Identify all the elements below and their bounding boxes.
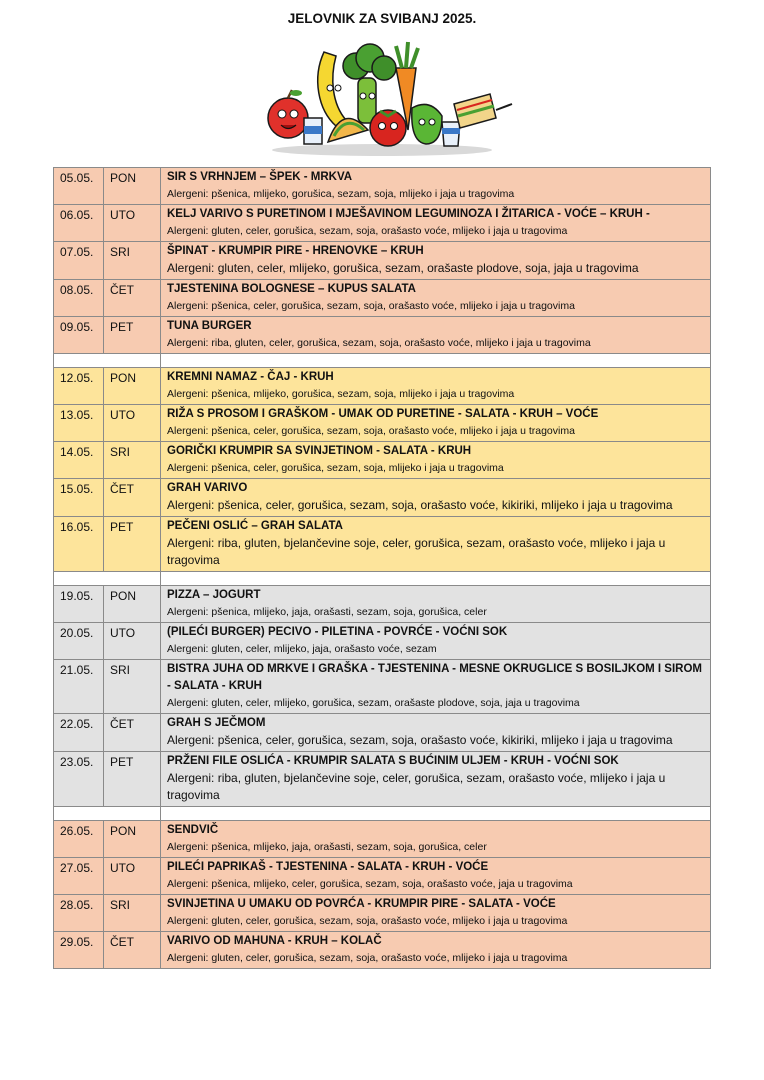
dish-text: (PILEĆI BURGER) PECIVO - PILETINA - POVRĆE - VOĆNI SOK bbox=[167, 626, 508, 638]
dish-text: VARIVO OD MAHUNA - KRUH – KOLAČ bbox=[167, 935, 382, 947]
date-cell: 28.05. bbox=[54, 895, 104, 932]
weekday-cell: SRI bbox=[104, 895, 161, 932]
menu-day-row bbox=[54, 242, 711, 280]
date-cell: 13.05. bbox=[54, 405, 104, 442]
weekday-cell: ČET bbox=[104, 479, 161, 517]
weekday-cell: ČET bbox=[104, 280, 161, 317]
allergens-text: Alergeni: gluten, celer, gorušica, sezam, soja, orašasto voće, mlijeko i jaja u tragovima bbox=[167, 952, 568, 964]
allergens-text: Alergeni: riba, gluten, bjelančevine soje, celer, gorušica, sezam, orašasto voće, mlijeko i jaja u tragovima bbox=[167, 771, 666, 802]
menu-day-row bbox=[54, 317, 711, 354]
green-pepper-icon bbox=[412, 104, 442, 144]
weekday-cell: UTO bbox=[104, 205, 161, 242]
date-cell: 22.05. bbox=[54, 714, 104, 752]
allergens-text: Alergeni: riba, gluten, bjelančevine soje, celer, gorušica, sezam, orašasto voće, mlijeko i jaja u tragovima bbox=[167, 536, 666, 567]
menu-day-row bbox=[54, 623, 711, 660]
weekday-cell: PON bbox=[104, 586, 161, 623]
weekday-cell: UTO bbox=[104, 405, 161, 442]
allergens-text: Alergeni: pšenica, celer, gorušica, sezam, soja, orašasto voće, mlijeko i jaja u tragovima bbox=[167, 300, 575, 312]
date-cell: 09.05. bbox=[54, 317, 104, 354]
menu-day-row bbox=[54, 479, 711, 517]
date-cell: 20.05. bbox=[54, 623, 104, 660]
allergens-text: Alergeni: pšenica, mlijeko, gorušica, sezam, soja, mlijeko i jaja u tragovima bbox=[167, 188, 515, 200]
weekday-cell: UTO bbox=[104, 623, 161, 660]
allergens-text: Alergeni: pšenica, celer, gorušica, sezam, soja, mlijeko i jaja u tragovima bbox=[167, 462, 504, 474]
banana-icon bbox=[318, 52, 346, 126]
menu-day-row bbox=[54, 168, 711, 205]
allergens-text: Alergeni: gluten, celer, mlijeko, jaja, orašasto voće, sezam bbox=[167, 643, 437, 655]
dish-text: KREMNI NAMAZ - ČAJ - KRUH bbox=[167, 371, 334, 383]
weekday-cell: SRI bbox=[104, 442, 161, 479]
menu-day-row bbox=[54, 660, 711, 714]
meal-cell bbox=[161, 858, 711, 895]
page-title: JELOVNIK ZA SVIBANJ 2025. bbox=[287, 11, 477, 26]
milk-carton-icon bbox=[304, 118, 322, 144]
date-cell: 06.05. bbox=[54, 205, 104, 242]
meal-cell bbox=[161, 368, 711, 405]
weekday-cell: ČET bbox=[104, 932, 161, 969]
dish-text: GRAH S JEČMOM bbox=[167, 717, 266, 729]
dish-text: GRAH VARIVO bbox=[167, 482, 248, 494]
meal-cell bbox=[161, 586, 711, 623]
date-cell: 05.05. bbox=[54, 168, 104, 205]
menu-table bbox=[53, 167, 711, 969]
menu-day-row bbox=[54, 368, 711, 405]
meal-cell bbox=[161, 405, 711, 442]
date-cell: 19.05. bbox=[54, 586, 104, 623]
weekday-cell: SRI bbox=[104, 660, 161, 714]
meal-cell bbox=[161, 280, 711, 317]
allergens-text: Alergeni: pšenica, mlijeko, jaja, orašasti, sezam, soja, gorušica, celer bbox=[167, 841, 487, 853]
allergens-text: Alergeni: gluten, celer, mlijeko, gorušica, sezam, orašaste plodove, soja, jaja u tragovima bbox=[167, 697, 580, 709]
meal-cell bbox=[161, 895, 711, 932]
menu-day-row bbox=[54, 932, 711, 969]
menu-day-row bbox=[54, 517, 711, 572]
meal-cell bbox=[161, 479, 711, 517]
date-cell: 26.05. bbox=[54, 821, 104, 858]
dish-text: ŠPINAT - KRUMPIR PIRE - HRENOVKE – KRUH bbox=[167, 245, 424, 257]
weekday-cell: PON bbox=[104, 821, 161, 858]
dish-text: PEČENI OSLIĆ – GRAH SALATA bbox=[167, 520, 343, 532]
meal-cell bbox=[161, 205, 711, 242]
meal-cell bbox=[161, 442, 711, 479]
week-separator-row bbox=[54, 354, 711, 368]
meal-cell bbox=[161, 242, 711, 280]
weekday-cell: PET bbox=[104, 752, 161, 807]
meal-cell bbox=[161, 660, 711, 714]
menu-day-row bbox=[54, 205, 711, 242]
menu-day-row bbox=[54, 586, 711, 623]
meal-cell bbox=[161, 932, 711, 969]
meal-cell bbox=[161, 168, 711, 205]
menu-day-row bbox=[54, 280, 711, 317]
meal-cell bbox=[161, 623, 711, 660]
weekday-cell: PET bbox=[104, 517, 161, 572]
allergens-text: Alergeni: riba, gluten, celer, gorušica, sezam, soja, orašasto voće, mlijeko i jaja u tragovima bbox=[167, 337, 591, 349]
date-cell: 21.05. bbox=[54, 660, 104, 714]
weekday-cell: PET bbox=[104, 317, 161, 354]
meal-cell bbox=[161, 752, 711, 807]
allergens-text: Alergeni: pšenica, celer, gorušica, sezam, soja, orašasto voće, kikiriki, mlijeko i jaja u tragovima bbox=[167, 733, 673, 747]
weekday-cell: ČET bbox=[104, 714, 161, 752]
meal-cell bbox=[161, 517, 711, 572]
dish-text: GORIČKI KRUMPIR SA SVINJETINOM - SALATA - KRUH bbox=[167, 445, 472, 457]
allergens-text: Alergeni: gluten, celer, mlijeko, gorušica, sezam, orašaste plodove, soja, jaja u tragovima bbox=[167, 261, 639, 275]
menu-day-row bbox=[54, 752, 711, 807]
date-cell: 08.05. bbox=[54, 280, 104, 317]
allergens-text: Alergeni: pšenica, mlijeko, gorušica, sezam, soja, mlijeko i jaja u tragovima bbox=[167, 388, 515, 400]
apple-icon bbox=[268, 90, 308, 138]
tomato-icon bbox=[370, 110, 406, 146]
allergens-text: Alergeni: gluten, celer, gorušica, sezam, soja, orašasto voće, mlijeko i jaja u tragovima bbox=[167, 915, 568, 927]
week-separator-row bbox=[54, 572, 711, 586]
weekday-cell: PON bbox=[104, 368, 161, 405]
menu-day-row bbox=[54, 442, 711, 479]
allergens-text: Alergeni: pšenica, celer, gorušica, sezam, soja, orašasto voće, mlijeko i jaja u tragovima bbox=[167, 425, 575, 437]
menu-day-row bbox=[54, 405, 711, 442]
dish-text: PRŽENI FILE OSLIĆA - KRUMPIR SALATA S BUĆINIM ULJEM - KRUH - VOĆNI SOK bbox=[167, 755, 619, 767]
dish-text: TJESTENINA BOLOGNESE – KUPUS SALATA bbox=[167, 283, 416, 295]
weekday-cell: SRI bbox=[104, 242, 161, 280]
allergens-text: Alergeni: gluten, celer, gorušica, sezam, soja, orašasto voće, mlijeko i jaja u tragovima bbox=[167, 225, 568, 237]
menu-day-row bbox=[54, 821, 711, 858]
weekday-cell: PON bbox=[104, 168, 161, 205]
date-cell: 07.05. bbox=[54, 242, 104, 280]
weekday-cell: UTO bbox=[104, 858, 161, 895]
date-cell: 15.05. bbox=[54, 479, 104, 517]
meal-cell bbox=[161, 317, 711, 354]
dish-text: PIZZA – JOGURT bbox=[167, 589, 261, 601]
allergens-text: Alergeni: pšenica, mlijeko, jaja, orašasti, sezam, soja, gorušica, celer bbox=[167, 606, 487, 618]
date-cell: 14.05. bbox=[54, 442, 104, 479]
dish-text: SENDVIČ bbox=[167, 824, 219, 836]
date-cell: 27.05. bbox=[54, 858, 104, 895]
allergens-text: Alergeni: pšenica, mlijeko, celer, gorušica, sezam, soja, orašasto voće, jaja u tragovima bbox=[167, 878, 573, 890]
meal-cell bbox=[161, 714, 711, 752]
dish-text: TUNA BURGER bbox=[167, 320, 252, 332]
dish-text: RIŽA S PROSOM I GRAŠKOM - UMAK OD PURETINE - SALATA - KRUH – VOĆE bbox=[167, 408, 599, 420]
date-cell: 12.05. bbox=[54, 368, 104, 405]
date-cell: 29.05. bbox=[54, 932, 104, 969]
date-cell: 23.05. bbox=[54, 752, 104, 807]
dish-text: KELJ VARIVO S PURETINOM I MJEŠAVINOM LEGUMINOZA I ŽITARICA - VOĆE – KRUH - bbox=[167, 208, 650, 220]
dish-text: PILEĆI PAPRIKAŠ - TJESTENINA - SALATA - KRUH - VOĆE bbox=[167, 861, 489, 873]
fruits-vegetables-illustration bbox=[246, 38, 518, 158]
menu-day-row bbox=[54, 858, 711, 895]
menu-day-row bbox=[54, 714, 711, 752]
menu-day-row bbox=[54, 895, 711, 932]
allergens-text: Alergeni: pšenica, celer, gorušica, sezam, soja, orašasto voće, kikiriki, mlijeko i jaja u tragovima bbox=[167, 498, 673, 512]
dish-text: SVINJETINA U UMAKU OD POVRĆA - KRUMPIR PIRE - SALATA - VOĆE bbox=[167, 898, 556, 910]
date-cell: 16.05. bbox=[54, 517, 104, 572]
dish-text: BISTRA JUHA OD MRKVE I GRAŠKA - TJESTENINA - MESNE OKRUGLICE S BOSILJKOM I SIROM - SALATA - KRUH bbox=[167, 663, 702, 692]
week-separator-row bbox=[54, 807, 711, 821]
meal-cell bbox=[161, 821, 711, 858]
yogurt-cup-icon bbox=[442, 122, 460, 146]
sandwich-icon bbox=[454, 94, 512, 128]
dish-text: SIR S VRHNJEM – ŠPEK - MRKVA bbox=[167, 171, 353, 183]
